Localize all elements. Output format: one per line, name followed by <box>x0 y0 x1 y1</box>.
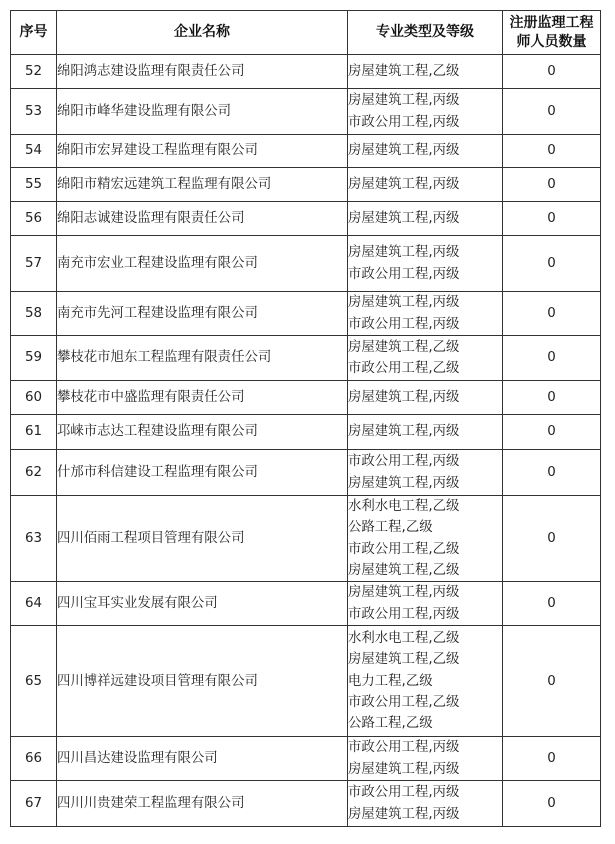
table-row <box>11 55 601 89</box>
table-row <box>11 582 601 626</box>
qualification-line: 房屋建筑工程,乙级 <box>348 339 460 355</box>
cell-qualification-type <box>348 381 503 415</box>
cell-qualification-type <box>348 135 503 168</box>
qualification-line: 房屋建筑工程,丙级 <box>348 475 460 491</box>
qualification-line: 房屋建筑工程,丙级 <box>348 424 460 440</box>
qualification-line: 房屋建筑工程,丙级 <box>348 585 460 601</box>
cell-serial-number: 52 <box>11 55 57 89</box>
cell-qualification-type <box>348 292 503 336</box>
cell-company-name: 邛崃市志达工程建设监理有限公司 <box>57 415 348 450</box>
table-row <box>11 415 601 450</box>
cell-engineer-count: 0 <box>503 781 601 827</box>
table-row <box>11 496 601 582</box>
cell-qualification-type <box>348 89 503 135</box>
cell-engineer-count: 0 <box>503 202 601 236</box>
qualification-line: 房屋建筑工程,丙级 <box>348 93 460 109</box>
cell-company-name: 南充市先河工程建设监理有限公司 <box>57 292 348 336</box>
qualification-line: 房屋建筑工程,丙级 <box>348 806 460 822</box>
cell-engineer-count: 0 <box>503 415 601 450</box>
cell-company-name: 绵阳市精宏远建筑工程监理有限公司 <box>57 168 348 202</box>
qualification-line: 公路工程,乙级 <box>348 520 433 536</box>
cell-company-name: 四川佰雨工程项目管理有限公司 <box>57 496 348 582</box>
cell-company-name: 四川昌达建设监理有限公司 <box>57 737 348 781</box>
cell-engineer-count: 0 <box>503 236 601 292</box>
cell-serial-number: 62 <box>11 450 57 496</box>
cell-company-name: 攀枝花市旭东工程监理有限责任公司 <box>57 336 348 381</box>
cell-qualification-type <box>348 336 503 381</box>
cell-qualification-type <box>348 582 503 626</box>
qualification-line: 房屋建筑工程,丙级 <box>348 761 460 777</box>
cell-serial-number: 61 <box>11 415 57 450</box>
qualification-line: 公路工程,乙级 <box>348 716 433 732</box>
header-serial-number: 序号 <box>11 11 57 55</box>
header-count-line: 师人员数量 <box>516 33 587 50</box>
enterprise-table <box>10 10 601 827</box>
cell-serial-number: 58 <box>11 292 57 336</box>
cell-company-name: 四川川贵建荣工程监理有限公司 <box>57 781 348 827</box>
table-row <box>11 168 601 202</box>
cell-serial-number: 63 <box>11 496 57 582</box>
cell-company-name: 绵阳志诚建设监理有限责任公司 <box>57 202 348 236</box>
cell-serial-number: 57 <box>11 236 57 292</box>
qualification-line: 房屋建筑工程,丙级 <box>348 143 460 159</box>
qualification-line: 房屋建筑工程,乙级 <box>348 63 460 79</box>
table-body <box>11 55 601 827</box>
table-row <box>11 202 601 236</box>
cell-serial-number: 53 <box>11 89 57 135</box>
table-row <box>11 336 601 381</box>
cell-qualification-type <box>348 626 503 737</box>
cell-engineer-count: 0 <box>503 626 601 737</box>
qualification-line: 电力工程,乙级 <box>348 673 433 689</box>
qualification-line: 市政公用工程,丙级 <box>348 454 460 470</box>
qualification-line: 房屋建筑工程,乙级 <box>348 652 460 668</box>
cell-qualification-type <box>348 202 503 236</box>
qualification-line: 市政公用工程,丙级 <box>348 606 460 622</box>
cell-company-name: 四川宝耳实业发展有限公司 <box>57 582 348 626</box>
qualification-line: 市政公用工程,丙级 <box>348 316 460 332</box>
header-count-line: 注册监理工程 <box>509 14 594 31</box>
qualification-line: 市政公用工程,丙级 <box>348 266 460 282</box>
table-row <box>11 626 601 737</box>
cell-engineer-count: 0 <box>503 336 601 381</box>
cell-qualification-type <box>348 781 503 827</box>
cell-company-name: 南充市宏业工程建设监理有限公司 <box>57 236 348 292</box>
qualification-line: 房屋建筑工程,丙级 <box>348 389 460 405</box>
cell-company-name: 绵阳市宏昇建设工程监理有限公司 <box>57 135 348 168</box>
cell-qualification-type <box>348 415 503 450</box>
qualification-line: 市政公用工程,乙级 <box>348 541 460 557</box>
qualification-line: 房屋建筑工程,丙级 <box>348 176 460 192</box>
qualification-line: 水利水电工程,乙级 <box>348 499 460 514</box>
cell-company-name: 绵阳鸿志建设监理有限责任公司 <box>57 55 348 89</box>
cell-qualification-type <box>348 168 503 202</box>
header-registered-engineer-count <box>503 11 601 55</box>
table-row <box>11 236 601 292</box>
cell-serial-number: 59 <box>11 336 57 381</box>
cell-qualification-type <box>348 450 503 496</box>
cell-engineer-count: 0 <box>503 55 601 89</box>
qualification-line: 房屋建筑工程,丙级 <box>348 245 460 261</box>
cell-qualification-type <box>348 236 503 292</box>
cell-engineer-count: 0 <box>503 381 601 415</box>
cell-qualification-type <box>348 496 503 582</box>
cell-serial-number: 65 <box>11 626 57 737</box>
cell-engineer-count: 0 <box>503 737 601 781</box>
table-row <box>11 381 601 415</box>
table-row <box>11 292 601 336</box>
cell-engineer-count: 0 <box>503 292 601 336</box>
cell-company-name: 绵阳市峰华建设监理有限公司 <box>57 89 348 135</box>
qualification-line: 房屋建筑工程,丙级 <box>348 210 460 226</box>
cell-company-name: 什邡市科信建设工程监理有限公司 <box>57 450 348 496</box>
cell-engineer-count: 0 <box>503 135 601 168</box>
cell-serial-number: 54 <box>11 135 57 168</box>
qualification-line: 市政公用工程,丙级 <box>348 785 460 801</box>
qualification-line: 水利水电工程,乙级 <box>348 630 460 646</box>
cell-qualification-type <box>348 55 503 89</box>
cell-qualification-type <box>348 737 503 781</box>
table-row <box>11 450 601 496</box>
cell-engineer-count: 0 <box>503 496 601 582</box>
header-company-name: 企业名称 <box>57 11 348 55</box>
cell-serial-number: 67 <box>11 781 57 827</box>
qualification-line: 房屋建筑工程,乙级 <box>348 562 460 578</box>
cell-serial-number: 60 <box>11 381 57 415</box>
qualification-line: 市政公用工程,乙级 <box>348 361 460 376</box>
cell-serial-number: 66 <box>11 737 57 781</box>
cell-serial-number: 55 <box>11 168 57 202</box>
table-row <box>11 737 601 781</box>
cell-company-name: 四川博祥远建设项目管理有限公司 <box>57 626 348 737</box>
table-row <box>11 135 601 168</box>
cell-engineer-count: 0 <box>503 168 601 202</box>
cell-serial-number: 56 <box>11 202 57 236</box>
table-row <box>11 89 601 135</box>
cell-engineer-count: 0 <box>503 582 601 626</box>
cell-engineer-count: 0 <box>503 89 601 135</box>
qualification-line: 市政公用工程,乙级 <box>348 694 460 710</box>
qualification-line: 市政公用工程,丙级 <box>348 740 460 756</box>
qualification-line: 房屋建筑工程,丙级 <box>348 295 460 311</box>
cell-engineer-count: 0 <box>503 450 601 496</box>
cell-serial-number: 64 <box>11 582 57 626</box>
cell-company-name: 攀枝花市中盛监理有限责任公司 <box>57 381 348 415</box>
table-row <box>11 781 601 827</box>
qualification-line: 市政公用工程,丙级 <box>348 114 460 130</box>
table-header-row <box>11 11 601 55</box>
header-qualification-type: 专业类型及等级 <box>348 11 503 55</box>
